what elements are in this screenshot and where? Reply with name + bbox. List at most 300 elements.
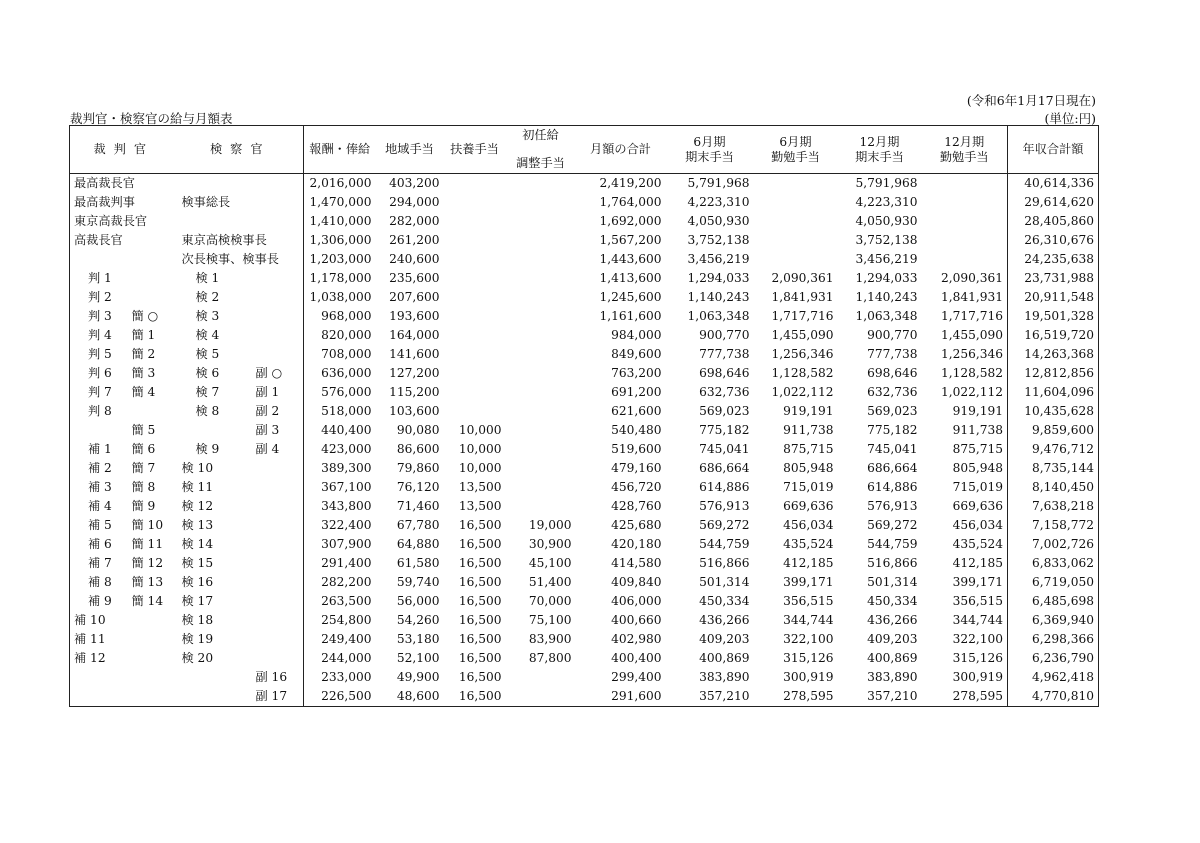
cell-vice-prosecutor (252, 174, 304, 194)
cell-dec-end: 4,050,930 (855, 214, 918, 228)
header-june-diligence-top: 6月期 (779, 134, 812, 149)
cell-dec-end: 1,063,348 (855, 309, 918, 323)
cell-dec-end: 1,140,243 (855, 290, 918, 304)
cell-initial (506, 193, 576, 212)
cell-judge (70, 687, 128, 707)
cell-judge: 補 10 (74, 613, 106, 627)
cell-dependents: 10,000 (458, 423, 502, 437)
cell-dec-end: 569,272 (867, 518, 918, 532)
table-row (70, 288, 1099, 307)
cell-regional: 261,200 (389, 233, 440, 247)
cell-judge: 最高裁長官 (74, 176, 135, 190)
table-row (70, 212, 1099, 231)
cell-regional: 282,000 (389, 214, 440, 228)
cell-judge: 判 1 (88, 271, 112, 285)
cell-dependents (444, 269, 506, 288)
cell-dec-diligence: 344,744 (922, 611, 1008, 630)
cell-monthly-total: 456,720 (611, 480, 662, 494)
cell-dec-diligence: 300,919 (922, 668, 1008, 687)
cell-salary: 708,000 (321, 347, 372, 361)
cell-regional: 64,880 (396, 537, 440, 551)
cell-judge: 判 5 (88, 347, 112, 361)
cell-salary: 367,100 (321, 480, 372, 494)
header-june-end (666, 126, 754, 174)
cell-summary-court: 簡 8 (131, 480, 156, 494)
table-row (70, 611, 1099, 630)
header-june-end-bottom: 期末手当 (685, 149, 734, 164)
cell-salary: 1,203,000 (309, 252, 372, 266)
cell-summary-court: 簡 ○ (131, 309, 159, 323)
cell-june-end: 686,664 (699, 461, 750, 475)
cell-judge: 補 8 (88, 575, 112, 589)
cell-dependents (444, 402, 506, 421)
header-annual: 年収合計額 (1008, 126, 1099, 174)
header-dec-end-bottom: 期末手当 (855, 149, 904, 164)
cell-dependents (444, 383, 506, 402)
cell-salary: 1,470,000 (309, 195, 372, 209)
cell-initial: 45,100 (528, 556, 572, 570)
header-june-diligence (754, 126, 838, 174)
cell-june-diligence: 456,034 (783, 518, 834, 532)
cell-dec-end: 686,664 (867, 461, 918, 475)
header-initial-top: 初任給 (522, 128, 559, 142)
cell-june-end: 569,023 (699, 404, 750, 418)
cell-prosecutor: 検 15 (178, 554, 304, 573)
table-row (70, 174, 1099, 194)
cell-dec-end: 900,770 (867, 328, 918, 342)
cell-vice-prosecutor (252, 288, 304, 307)
cell-annual: 20,911,548 (1024, 290, 1094, 304)
cell-june-diligence: 435,524 (783, 537, 834, 551)
cell-prosecutor: 検 18 (178, 611, 304, 630)
table-row (70, 231, 1099, 250)
cell-judge: 判 4 (88, 328, 112, 342)
cell-june-end: 383,890 (699, 670, 750, 684)
cell-june-end: 450,334 (699, 594, 750, 608)
cell-annual: 6,719,050 (1031, 575, 1094, 589)
cell-june-end: 5,791,968 (687, 176, 750, 190)
cell-dec-end: 357,210 (838, 687, 922, 707)
cell-june-diligence (754, 174, 838, 194)
cell-dec-diligence: 1,455,090 (922, 326, 1008, 345)
table-row (70, 440, 1099, 459)
cell-summary-court: 簡 5 (131, 423, 156, 437)
cell-initial (506, 687, 576, 707)
cell-dec-diligence: 356,515 (922, 592, 1008, 611)
cell-monthly-total: 1,567,200 (599, 233, 662, 247)
cell-june-diligence: 805,948 (783, 461, 834, 475)
cell-june-diligence (754, 231, 838, 250)
header-dec-diligence-top: 12月期 (944, 134, 985, 149)
cell-dependents (444, 250, 506, 269)
cell-annual: 6,236,790 (1031, 651, 1094, 665)
cell-salary: 343,800 (321, 499, 372, 513)
cell-dependents: 10,000 (458, 442, 502, 456)
cell-salary: 636,000 (321, 366, 372, 380)
cell-prosecutor: 検 16 (178, 573, 304, 592)
cell-dec-diligence: 1,717,716 (922, 307, 1008, 326)
table-row (70, 497, 1099, 516)
cell-summary-court (128, 269, 178, 288)
cell-june-diligence (754, 250, 838, 269)
cell-monthly-total: 428,760 (611, 499, 662, 513)
cell-judge: 補 1 (88, 442, 112, 456)
cell-annual: 19,501,328 (1024, 309, 1094, 323)
cell-regional: 53,180 (396, 632, 440, 646)
cell-june-diligence: 300,919 (783, 670, 834, 684)
cell-dec-diligence: 322,100 (922, 630, 1008, 649)
cell-dec-diligence: 805,948 (922, 459, 1008, 478)
table-row (70, 516, 1099, 535)
cell-june-end: 1,063,348 (687, 309, 750, 323)
cell-dec-diligence: 1,256,346 (922, 345, 1008, 364)
cell-monthly-total: 400,400 (611, 651, 662, 665)
table-row (70, 383, 1099, 402)
cell-initial (506, 440, 576, 459)
cell-dec-diligence: 715,019 (922, 478, 1008, 497)
cell-prosecutor: 検 9 (195, 442, 220, 456)
cell-monthly-total: 2,419,200 (599, 176, 662, 190)
table-row (70, 668, 1099, 687)
cell-annual: 40,614,336 (1024, 176, 1094, 190)
cell-summary-court: 簡 7 (131, 461, 156, 475)
cell-initial (506, 269, 576, 288)
cell-monthly-total: 1,764,000 (599, 195, 662, 209)
cell-dec-end: 576,913 (867, 499, 918, 513)
cell-june-diligence: 919,191 (783, 404, 834, 418)
cell-june-end: 3,752,138 (687, 233, 750, 247)
cell-june-end: 357,210 (666, 687, 754, 707)
cell-judge: 補 4 (88, 499, 112, 513)
cell-salary: 254,800 (321, 613, 372, 627)
cell-dec-diligence: 456,034 (922, 516, 1008, 535)
cell-dec-diligence (922, 174, 1008, 194)
header-initial (506, 126, 576, 174)
cell-regional: 193,600 (389, 309, 440, 323)
unit-label: (単位:円) (1044, 111, 1096, 126)
cell-dec-diligence: 1,022,112 (922, 383, 1008, 402)
cell-june-end: 632,736 (699, 385, 750, 399)
cell-dec-end: 3,456,219 (855, 252, 918, 266)
cell-june-end: 3,456,219 (687, 252, 750, 266)
table-row (70, 269, 1099, 288)
table-row (70, 402, 1099, 421)
cell-summary-court: 簡 1 (131, 328, 156, 342)
cell-dec-end: 409,203 (867, 632, 918, 646)
cell-prosecutor: 検 2 (195, 290, 220, 304)
cell-regional: 115,200 (389, 385, 440, 399)
cell-annual: 4,962,418 (1031, 670, 1094, 684)
cell-annual: 7,002,726 (1031, 537, 1094, 551)
cell-monthly-total: 1,413,600 (599, 271, 662, 285)
cell-june-end: 569,272 (699, 518, 750, 532)
cell-initial (506, 231, 576, 250)
cell-june-end: 1,294,033 (687, 271, 750, 285)
header-dec-end-top: 12月期 (859, 134, 900, 149)
cell-dec-end: 632,736 (867, 385, 918, 399)
cell-june-diligence: 344,744 (783, 613, 834, 627)
cell-prosecutor: 検 19 (178, 630, 304, 649)
cell-judge: 判 8 (88, 404, 112, 418)
cell-salary: 1,410,000 (309, 214, 372, 228)
cell-salary: 820,000 (321, 328, 372, 342)
cell-monthly-total: 409,840 (611, 575, 662, 589)
cell-june-end: 544,759 (699, 537, 750, 551)
cell-june-diligence (754, 193, 838, 212)
cell-monthly-total: 849,600 (611, 347, 662, 361)
cell-june-end: 4,223,310 (687, 195, 750, 209)
header-dec-diligence (922, 126, 1008, 174)
cell-monthly-total: 414,580 (611, 556, 662, 570)
cell-salary: 968,000 (321, 309, 372, 323)
cell-june-diligence: 315,126 (783, 651, 834, 665)
cell-judge: 東京高裁長官 (74, 214, 148, 228)
cell-vice-prosecutor: 副 1 (252, 383, 304, 402)
cell-annual: 23,731,988 (1024, 271, 1094, 285)
cell-initial (506, 345, 576, 364)
cell-judge: 補 9 (88, 594, 112, 608)
cell-annual: 14,263,368 (1024, 347, 1094, 361)
cell-annual: 24,235,638 (1024, 252, 1094, 266)
cell-june-diligence: 1,455,090 (771, 328, 834, 342)
cell-june-end: 614,886 (699, 480, 750, 494)
cell-june-diligence: 1,256,346 (771, 347, 834, 361)
cell-salary: 322,400 (321, 518, 372, 532)
cell-dec-diligence: 1,128,582 (922, 364, 1008, 383)
cell-prosecutor: 東京高検検事長 (178, 231, 304, 250)
cell-prosecutor (178, 174, 252, 194)
cell-june-end: 777,738 (699, 347, 750, 361)
cell-prosecutor: 検 8 (195, 404, 220, 418)
document-title: 裁判官・検察官の給与月額表 (70, 111, 233, 126)
cell-dependents: 16,500 (458, 651, 502, 665)
cell-salary: 576,000 (321, 385, 372, 399)
cell-salary: 244,000 (321, 651, 372, 665)
cell-june-end: 775,182 (699, 423, 750, 437)
cell-annual: 28,405,860 (1024, 214, 1094, 228)
cell-dec-diligence (922, 193, 1008, 212)
cell-june-diligence: 1,128,582 (771, 366, 834, 380)
header-regional: 地域手当 (376, 126, 444, 174)
cell-annual: 10,435,628 (1024, 404, 1094, 418)
cell-vice-prosecutor: 副 ○ (252, 364, 304, 383)
cell-judge: 判 3 (88, 309, 112, 323)
cell-june-diligence: 278,595 (754, 687, 838, 707)
cell-prosecutor: 検 10 (178, 459, 304, 478)
cell-dec-end: 400,869 (867, 651, 918, 665)
cell-summary-court: 簡 4 (131, 385, 156, 399)
cell-salary: 291,400 (321, 556, 372, 570)
cell-regional: 90,080 (396, 423, 440, 437)
cell-summary-court: 簡 3 (131, 366, 156, 380)
cell-dec-diligence: 2,090,361 (922, 269, 1008, 288)
cell-monthly-total: 691,200 (611, 385, 662, 399)
cell-annual: 16,519,720 (1024, 328, 1094, 342)
cell-summary-court: 簡 14 (131, 594, 164, 608)
cell-dependents (444, 212, 506, 231)
cell-vice-prosecutor (252, 326, 304, 345)
cell-dependents: 16,500 (458, 632, 502, 646)
cell-initial: 30,900 (528, 537, 572, 551)
cell-initial (506, 497, 576, 516)
cell-regional: 59,740 (396, 575, 440, 589)
cell-regional: 141,600 (389, 347, 440, 361)
cell-dec-diligence: 1,841,931 (922, 288, 1008, 307)
cell-dec-end: 569,023 (867, 404, 918, 418)
header-dependents: 扶養手当 (444, 126, 506, 174)
cell-regional: 67,780 (396, 518, 440, 532)
cell-monthly-total: 406,000 (611, 594, 662, 608)
cell-initial: 75,100 (528, 613, 572, 627)
cell-monthly-total: 299,400 (611, 670, 662, 684)
cell-salary: 2,016,000 (309, 176, 372, 190)
cell-summary-court: 簡 6 (131, 442, 156, 456)
cell-initial: 83,900 (528, 632, 572, 646)
cell-summary-court (128, 402, 178, 421)
cell-prosecutor: 検 13 (178, 516, 304, 535)
table-row (70, 687, 1099, 707)
cell-judge: 高裁長官 (74, 233, 123, 247)
cell-judge (70, 421, 128, 440)
cell-initial (506, 668, 576, 687)
cell-salary: 518,000 (321, 404, 372, 418)
cell-regional: 207,600 (389, 290, 440, 304)
cell-prosecutor (178, 421, 252, 440)
cell-salary: 263,500 (321, 594, 372, 608)
cell-prosecutor: 検 6 (195, 366, 220, 380)
table-row (70, 345, 1099, 364)
cell-prosecutor: 検 1 (195, 271, 220, 285)
cell-dependents: 16,500 (458, 518, 502, 532)
cell-vice-prosecutor: 副 2 (252, 402, 304, 421)
cell-initial (506, 212, 576, 231)
cell-dependents: 16,500 (458, 594, 502, 608)
cell-regional: 240,600 (389, 252, 440, 266)
cell-monthly-total: 519,600 (611, 442, 662, 456)
cell-judge (70, 668, 128, 687)
cell-prosecutor (178, 212, 252, 231)
cell-dependents (444, 307, 506, 326)
table-row (70, 421, 1099, 440)
cell-june-end: 400,869 (699, 651, 750, 665)
cell-june-end: 436,266 (699, 613, 750, 627)
cell-summary-court: 簡 12 (131, 556, 164, 570)
cell-vice-prosecutor (252, 307, 304, 326)
cell-prosecutor: 検 4 (195, 328, 220, 342)
cell-june-end: 900,770 (699, 328, 750, 342)
cell-monthly-total: 291,600 (576, 687, 666, 707)
cell-initial (506, 459, 576, 478)
cell-annual: 11,604,096 (1024, 385, 1094, 399)
cell-initial (506, 383, 576, 402)
cell-june-diligence: 322,100 (783, 632, 834, 646)
cell-summary-court: 簡 9 (131, 499, 156, 513)
table-row (70, 250, 1099, 269)
table-row (70, 630, 1099, 649)
cell-dec-diligence (922, 231, 1008, 250)
cell-june-diligence: 669,636 (783, 499, 834, 513)
header-dec-diligence-bottom: 勤勉手当 (939, 149, 989, 164)
cell-salary: 233,000 (321, 670, 372, 684)
header-row (70, 126, 1099, 174)
cell-monthly-total: 425,680 (611, 518, 662, 532)
cell-dec-end: 775,182 (867, 423, 918, 437)
cell-june-diligence: 875,715 (783, 442, 834, 456)
table-row (70, 459, 1099, 478)
cell-dec-diligence: 875,715 (922, 440, 1008, 459)
cell-judge: 最高裁判事 (74, 195, 135, 209)
cell-dec-diligence: 435,524 (922, 535, 1008, 554)
cell-salary: 440,400 (321, 423, 372, 437)
cell-prosecutor: 検 12 (178, 497, 304, 516)
cell-annual: 6,485,698 (1031, 594, 1094, 608)
cell-monthly-total: 540,480 (611, 423, 662, 437)
cell-dependents (444, 364, 506, 383)
cell-summary-court: 簡 11 (131, 537, 164, 551)
cell-salary: 1,038,000 (309, 290, 372, 304)
cell-salary: 1,178,000 (309, 271, 372, 285)
table-row (70, 592, 1099, 611)
cell-dec-diligence (922, 250, 1008, 269)
cell-dec-end: 516,866 (867, 556, 918, 570)
cell-dec-diligence: 919,191 (922, 402, 1008, 421)
cell-monthly-total: 1,443,600 (599, 252, 662, 266)
cell-june-diligence: 911,738 (783, 423, 834, 437)
cell-initial: 70,000 (528, 594, 572, 608)
cell-regional: 127,200 (389, 366, 440, 380)
cell-prosecutor: 次長検事、検事長 (178, 250, 304, 269)
cell-vice-prosecutor: 副 4 (252, 440, 304, 459)
cell-regional: 86,600 (396, 442, 440, 456)
cell-regional: 79,860 (396, 461, 440, 475)
cell-dependents (444, 288, 506, 307)
cell-initial (506, 326, 576, 345)
cell-vice-prosecutor: 副 17 (252, 687, 304, 707)
cell-regional: 56,000 (396, 594, 440, 608)
cell-initial (506, 288, 576, 307)
cell-june-end: 4,050,930 (687, 214, 750, 228)
cell-monthly-total: 1,692,000 (599, 214, 662, 228)
cell-annual: 9,476,712 (1031, 442, 1094, 456)
cell-salary: 423,000 (321, 442, 372, 456)
cell-vice-prosecutor: 副 3 (252, 421, 304, 440)
cell-judge: 補 6 (88, 537, 112, 551)
cell-judge: 補 3 (88, 480, 112, 494)
cell-dec-end: 501,314 (867, 575, 918, 589)
cell-regional: 403,200 (389, 176, 440, 190)
cell-monthly-total: 621,600 (611, 404, 662, 418)
cell-dependents (444, 345, 506, 364)
cell-regional: 48,600 (376, 687, 444, 707)
cell-salary: 249,400 (321, 632, 372, 646)
cell-annual: 8,735,144 (1031, 461, 1094, 475)
cell-annual: 7,638,218 (1031, 499, 1094, 513)
cell-regional: 164,000 (389, 328, 440, 342)
cell-salary: 282,200 (321, 575, 372, 589)
cell-salary: 307,900 (321, 537, 372, 551)
cell-june-end: 501,314 (699, 575, 750, 589)
cell-june-end: 516,866 (699, 556, 750, 570)
cell-dependents (444, 326, 506, 345)
table-row (70, 478, 1099, 497)
cell-annual: 26,310,676 (1024, 233, 1094, 247)
cell-dependents (444, 174, 506, 194)
cell-june-diligence: 1,717,716 (771, 309, 834, 323)
cell-regional: 71,460 (396, 499, 440, 513)
header-initial-bottom: 調整手当 (516, 156, 565, 170)
cell-summary-court: 簡 13 (131, 575, 164, 589)
cell-salary: 226,500 (304, 687, 376, 707)
